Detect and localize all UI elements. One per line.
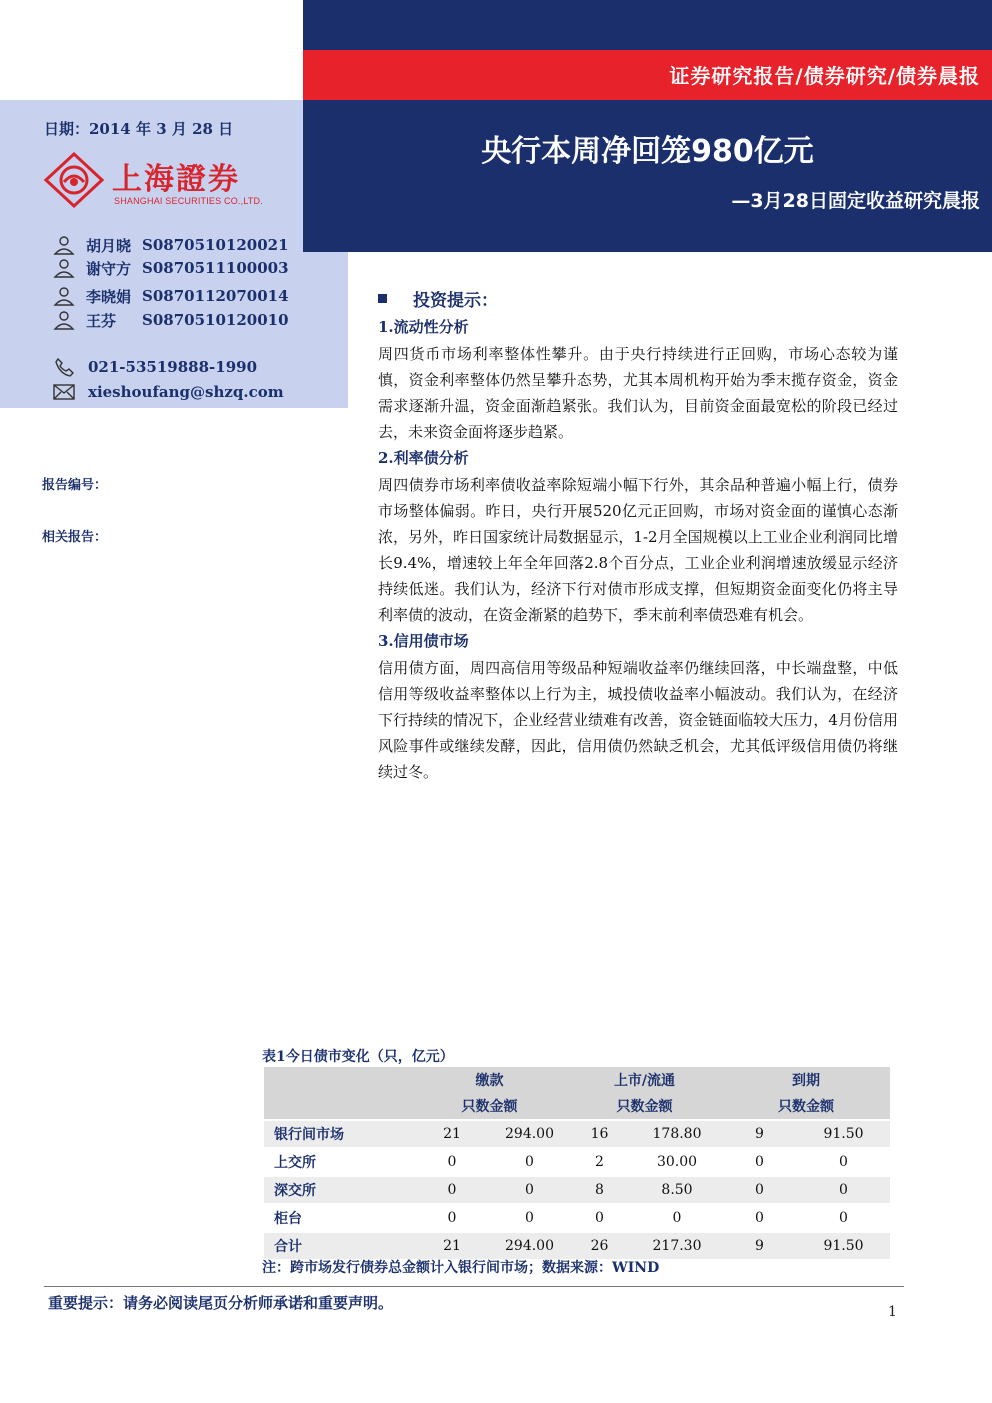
analyst-name: 王芬 <box>86 311 117 330</box>
table-cell: 0 <box>722 1176 797 1204</box>
analyst-row <box>52 309 289 331</box>
analyst-name: 谢守方 <box>86 259 132 278</box>
table-cell: 0 <box>492 1204 567 1232</box>
table-subheader: 只数金额 <box>567 1093 722 1120</box>
contact-email <box>52 381 284 403</box>
table-row <box>264 1176 890 1204</box>
company-logo <box>44 152 304 212</box>
table-cell: 8 <box>567 1176 632 1204</box>
square-bullet-icon <box>378 294 387 303</box>
table-cell: 0 <box>722 1204 797 1232</box>
bond-market-table <box>264 1067 890 1259</box>
main-content <box>378 286 898 785</box>
email-address: xieshoufang@shzq.com <box>88 383 284 401</box>
analyst-id: S0870112070014 <box>142 287 289 305</box>
table-cell: 294.00 <box>492 1232 567 1259</box>
table-cell: 0 <box>492 1176 567 1204</box>
table-cell: 9 <box>722 1120 797 1148</box>
footer-notice: 重要提示：请务必阅读尾页分析师承诺和重要声明。 <box>48 1294 394 1312</box>
logo-text-cn: 上海證券 <box>112 162 240 197</box>
table-row-total <box>264 1232 890 1259</box>
header-category-band <box>303 50 992 100</box>
report-number-label: 报告编号： <box>42 478 108 493</box>
table-cell: 0 <box>797 1148 890 1176</box>
table-cell: 0 <box>412 1148 492 1176</box>
table-row <box>264 1204 890 1232</box>
analyst-name: 李晓娟 <box>86 287 132 306</box>
table-header-cell <box>264 1093 412 1120</box>
table-cell-market: 合计 <box>264 1232 412 1259</box>
related-reports-label: 相关报告： <box>42 530 108 545</box>
analyst-id: S0870510120021 <box>142 236 289 254</box>
table-row <box>264 1120 890 1148</box>
person-icon <box>52 258 76 278</box>
table-cell: 0 <box>632 1204 722 1232</box>
table-cell: 2 <box>567 1148 632 1176</box>
paragraph: 周四债券市场利率债收益率除短端小幅下行外，其余品种普遍小幅上行，债券市场整体偏弱。昨日，央行开展520亿元正回购，市场对资金面的谨慎心态渐浓，另外，昨日国家统计局数据显示，1-2月全国规模以上工业企业利润同比增长9.4%，增速较上年全年回落2.8个百分点，工业企业利润增速放缓显示经济持续低迷。我们认为，经济下行对债市形成支撑，但短期资金面变化仍将主导利率债的波动，在资金渐紧的趋势下，季末前利率债恐难有机会。 <box>378 476 898 624</box>
table-cell-market: 上交所 <box>264 1148 412 1176</box>
report-date: 日期：2014 年 3 月 28 日 <box>44 120 234 138</box>
table-cell-market: 柜台 <box>264 1204 412 1232</box>
subsection-title: 1.流动性分析 <box>378 318 469 336</box>
table-cell: 21 <box>412 1120 492 1148</box>
footer-divider <box>44 1286 904 1287</box>
table-cell: 16 <box>567 1120 632 1148</box>
analyst-name: 胡月晓 <box>86 236 132 255</box>
header-top-band <box>303 0 992 50</box>
analyst-row <box>52 234 289 256</box>
table-cell: 8.50 <box>632 1176 722 1204</box>
table-cell: 0 <box>797 1176 890 1204</box>
header-title-band <box>303 100 992 252</box>
table-cell: 0 <box>567 1204 632 1232</box>
table-cell: 0 <box>492 1148 567 1176</box>
table-subheader: 只数金额 <box>412 1093 567 1120</box>
table-group-header: 上市/流通 <box>567 1067 722 1093</box>
contact-phone <box>52 356 257 378</box>
table-cell: 217.30 <box>632 1232 722 1259</box>
table-cell: 178.80 <box>632 1120 722 1148</box>
table-cell: 26 <box>567 1232 632 1259</box>
table-cell-market: 深交所 <box>264 1176 412 1204</box>
report-subtitle: —3月28日固定收益研究晨报 <box>731 190 980 212</box>
subsection-title: 2.利率债分析 <box>378 449 469 467</box>
report-title: 央行本周净回笼980亿元 <box>481 134 814 169</box>
table-header-cell <box>264 1067 412 1093</box>
paragraph: 信用债方面，周四高信用等级品种短端收益率仍继续回落，中长端盘整，中低信用等级收益率整体以上行为主，城投债收益率小幅波动。我们认为，在经济下行持续的情况下，企业经营业绩难有改善，资金链面临较大压力，4月份信用风险事件或继续发酵，因此，信用债仍然缺乏机会，尤其低评级信用债仍将继续过冬。 <box>378 659 898 781</box>
table-subheader-row <box>264 1093 890 1120</box>
table-cell: 0 <box>412 1176 492 1204</box>
section-title: 投资提示： <box>413 291 498 311</box>
logo-text-en: SHANGHAI SECURITIES CO.,LTD. <box>114 196 263 206</box>
analyst-row <box>52 285 289 307</box>
table-cell: 30.00 <box>632 1148 722 1176</box>
table-header-row <box>264 1067 890 1093</box>
analyst-id: S0870510120010 <box>142 311 289 329</box>
subsection-title: 3.信用债市场 <box>378 632 469 650</box>
report-category: 证券研究报告/债券研究/债券晨报 <box>669 64 980 88</box>
table-cell-market: 银行间市场 <box>264 1120 412 1148</box>
section-heading <box>378 286 898 311</box>
table-group-header: 缴款 <box>412 1067 567 1093</box>
table-group-header: 到期 <box>722 1067 890 1093</box>
analyst-id: S0870511100003 <box>142 259 289 277</box>
phone-number: 021-53519888-1990 <box>88 358 258 376</box>
paragraph: 周四货币市场利率整体性攀升。由于央行持续进行正回购，市场心态较为谨慎，资金利率整体仍然呈攀升态势，尤其本周机构开始为季末揽存资金，资金需求逐渐升温，资金面渐趋紧张。我们认为，目前资金面最宽松的阶段已经过去，未来资金面将逐步趋紧。 <box>378 345 898 441</box>
analyst-row <box>52 257 289 279</box>
table-cell: 91.50 <box>797 1232 890 1259</box>
person-icon <box>52 310 76 330</box>
table-cell: 0 <box>722 1148 797 1176</box>
mail-icon <box>52 382 76 402</box>
table-cell: 294.00 <box>492 1120 567 1148</box>
table-cell: 9 <box>722 1232 797 1259</box>
phone-icon <box>52 357 76 377</box>
table-caption: 表1今日债市变化（只，亿元） <box>262 1049 454 1065</box>
page-number: 1 <box>888 1304 897 1320</box>
table-cell: 0 <box>412 1204 492 1232</box>
logo-mark-icon <box>44 152 104 208</box>
person-icon <box>52 286 76 306</box>
table-subheader: 只数金额 <box>722 1093 890 1120</box>
person-icon <box>52 235 76 255</box>
table-cell: 0 <box>797 1204 890 1232</box>
table-row <box>264 1148 890 1176</box>
table-cell: 91.50 <box>797 1120 890 1148</box>
table-cell: 21 <box>412 1232 492 1259</box>
table-note: 注：跨市场发行债券总金额计入银行间市场；数据来源：WIND <box>262 1260 660 1276</box>
